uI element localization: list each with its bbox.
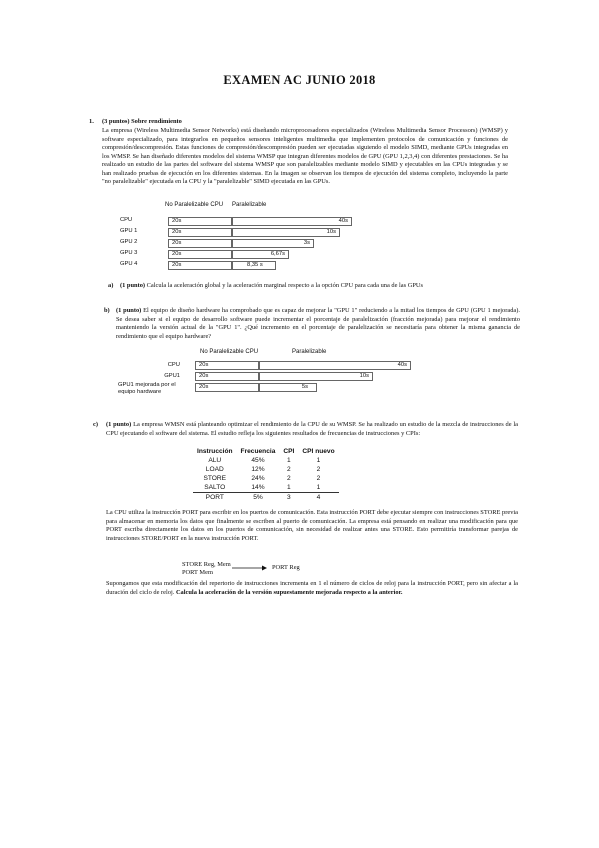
chart2-bar-label: 40s <box>397 362 407 368</box>
diagram-line-store: STORE Reg, Mem <box>182 561 231 568</box>
table-cell: 14% <box>251 484 265 491</box>
chart1-bar-label: 6,67s <box>270 251 285 257</box>
diagram-result: PORT Reg <box>272 564 300 571</box>
question-intro: La empresa (Wireless Multimedia Sensor Networks) está diseñando microprocesadores especializados (Wireless Multimedia Sensor Processors) (WMSP) y software especializado, para integrarlos en pequeños sensores inteligentes multimedia que implementen protocolos de comunicación y funciones de compresión/descompresión. Estas funciones de compresión/descompresión pueden ser ejecutadas siguiendo el modelo SIMD, mediante GPUs integradas en los WMSP. Se han diseñado diferentes modelos del sistema WMSP que integran diferentes modelos de GPU (GPU 1,2,3,4) con diferentes prestaciones. Se ha realizado un estudio de las partes del software del sistema WMSP que son paralelizables mediante modelo SIMD y ejecutables en las CPUs integradas y se han realizado pruebas de ejecución en los diferentes sistemas. En la imagen se observan los tiempos de ejecución del sistema completo, incluyendo la parte "no paralelizable" ejecutada en la CPU y la "paralelizable" SIMD ejecutada en las GPUs. <box>102 127 508 185</box>
chart2-bar-label: 20s <box>199 362 209 368</box>
chart1-row-label: GPU 3 <box>120 250 138 256</box>
chart1-row-label: GPU 2 <box>120 239 138 245</box>
chart2-bar-label: 20s <box>199 384 209 390</box>
chart2-bar-nonparallel <box>195 383 259 392</box>
closing-question: Calcula la aceleración de la versión supuestamente mejorada respecto a la anterior. <box>175 588 403 596</box>
part-b-label: b) <box>104 307 110 314</box>
chart1-header-nonparallel: No Paralelizable CPU <box>165 202 224 208</box>
table-row <box>193 483 339 493</box>
chart1-header-parallel: Paralelizable <box>232 202 267 208</box>
chart1-bar-parallel <box>232 250 289 259</box>
chart1-bar-label: 3s <box>303 240 310 246</box>
table-cell: 4 <box>298 493 338 503</box>
part-a-label: a) <box>108 282 114 289</box>
diagram-line-port: PORT Mem <box>182 569 213 576</box>
chart1-bar-label: 20s <box>172 229 182 235</box>
chart1-bar-label: 20s <box>172 251 182 257</box>
chart2-row-label: CPU <box>167 362 180 368</box>
table-cell: 2 <box>316 475 321 482</box>
chart1-bar-parallel <box>232 217 352 226</box>
chart1-bar-label: 10s <box>326 229 336 235</box>
chart2-bar-parallel <box>259 372 373 381</box>
chart2-bar-label: 5s <box>301 384 308 390</box>
chart1-bar-nonparallel <box>168 239 232 248</box>
chart1-bar-nonparallel <box>168 217 232 226</box>
chart1-bar-label: 20s <box>172 240 182 246</box>
question-heading: (3 puntos) Sobre rendimiento <box>102 118 182 125</box>
table-row <box>193 474 339 483</box>
part-b-text <box>116 307 520 341</box>
table-cell: 1 <box>287 457 291 464</box>
table-header: Frecuencia <box>240 448 276 455</box>
chart-gpu1-improved <box>0 349 599 405</box>
closing-body: Supongamos que esta modificación del repertorio de instrucciones incrementa en 1 el número de ciclos de reloj para la instrucción PORT, pero sin afectar a la duración del ciclo de reloj. <box>106 580 518 596</box>
chart1-bar-nonparallel <box>168 261 232 270</box>
table-cell: SALTO <box>204 484 226 491</box>
table-row <box>193 465 339 474</box>
table-cell: 45% <box>251 457 265 464</box>
table-cell: 12% <box>251 466 265 473</box>
table-cell: ALU <box>208 457 222 464</box>
chart2-bar-parallel <box>259 383 317 392</box>
chart2-header-parallel: Paralelizable <box>292 349 327 355</box>
chart1-row-label: GPU 1 <box>120 228 138 234</box>
table-header: CPI nuevo <box>302 448 335 455</box>
table-cell: 5% <box>237 493 280 503</box>
page-title: EXAMEN AC JUNIO 2018 <box>223 73 376 87</box>
chart1-bar-parallel <box>232 228 340 237</box>
chart2-bar-label: 10s <box>359 373 369 379</box>
table-cell: 1 <box>316 484 321 491</box>
table-row <box>193 493 339 503</box>
chart2-row-label: GPU1 <box>164 373 180 379</box>
part-b-points: (1 punto) <box>116 307 142 314</box>
arrow-right-icon <box>232 564 268 572</box>
chart-gpu-times <box>0 202 599 272</box>
chart2-bar-label: 20s <box>199 373 209 379</box>
table-cell: 24% <box>251 475 265 482</box>
chart1-bar-label: 40s <box>338 218 348 224</box>
part-c-text <box>106 421 518 438</box>
table-cell: PORT <box>193 493 237 503</box>
chart1-row-label: CPU <box>120 217 133 223</box>
chart2-bar-nonparallel <box>195 361 259 370</box>
part-a-body: Calcula la aceleración global y la aceleración marginal respecto a la opción CPU para cada una de las GPUs <box>146 282 423 289</box>
closing-text <box>106 580 518 597</box>
part-c-points: (1 punto) <box>106 421 132 428</box>
part-a-points: (1 punto) <box>120 282 146 289</box>
chart2-bar-parallel <box>259 361 411 370</box>
table-header: Instrucción <box>197 448 233 455</box>
table-cell: 2 <box>287 475 291 482</box>
instruction-table-wrapper <box>193 447 339 502</box>
table-header: CPI <box>283 448 295 455</box>
chart1-bar-label: 20s <box>172 262 182 268</box>
port-instruction-text: La CPU utiliza la instrucción PORT para escribir en los puertos de comunicación. Esta instrucción PORT debe ejecutar siempre con instrucciones STORE previa para almacenar en memoria los datos que finalmente se escriben al puerto de comunicación. La empresa está pensando en realizar una modificación para que PORT escriba directamente los datos en los puertos de comunicación, sin necesidad de realizar antes una STORE. Esto permitiría transformar parejas de instrucciones STORE/PORT en la nueva instrucción PORT. <box>106 509 518 542</box>
chart1-bar-label: 20s <box>172 218 182 224</box>
chart1-bar-parallel <box>232 261 276 270</box>
chart2-bar-nonparallel <box>195 372 259 381</box>
table-cell: 1 <box>287 484 291 491</box>
chart2-row-label: GPU1 mejorada por el equipo hardware <box>118 382 176 395</box>
table-row <box>193 456 339 465</box>
chart1-bar-nonparallel <box>168 228 232 237</box>
question-number: 1. <box>89 118 94 125</box>
table-cell: 3 <box>279 493 298 503</box>
chart2-header-nonparallel: No Paralelizable CPU <box>200 349 259 355</box>
instruction-table <box>193 447 339 502</box>
table-cell: 1 <box>316 457 321 464</box>
table-cell: 2 <box>287 466 291 473</box>
chart1-row-label: GPU 4 <box>120 261 138 267</box>
chart1-bar-parallel <box>232 239 314 248</box>
table-cell: LOAD <box>205 466 224 473</box>
chart1-bar-label: 8,35 s <box>247 262 263 268</box>
part-a-text <box>120 282 520 291</box>
part-c-label: c) <box>93 421 98 428</box>
table-cell: 2 <box>316 466 321 473</box>
part-c-body: La empresa WMSN está planteando optimizar el rendimiento de la CPU de su WMSP. Se ha realizado un estudio de la mezcla de instrucciones de la CPU ejecutando el software del sistema. El estudio refleja los siguientes resultados de frecuencias de instrucciones y CPIs: <box>106 421 518 437</box>
chart1-bar-nonparallel <box>168 250 232 259</box>
table-cell: STORE <box>203 475 227 482</box>
part-b-body: El equipo de diseño hardware ha comprobado que es capaz de mejorar la "GPU 1" reduciendo a la mitad los tiempos de GPU (GPU 1 mejorada). Se desea saber si el equipo de desarrollo software puede incrementar el porcentaje de paralelización (fracción mejorada) para mejorar el rendimiento manteniendo la versión actual de la "GPU 1". ¿Qué incremento en el porcentaje de paralelización se necesitaría para obtener la misma ganancia de rendimiento que el equipo hardware? <box>116 307 520 340</box>
